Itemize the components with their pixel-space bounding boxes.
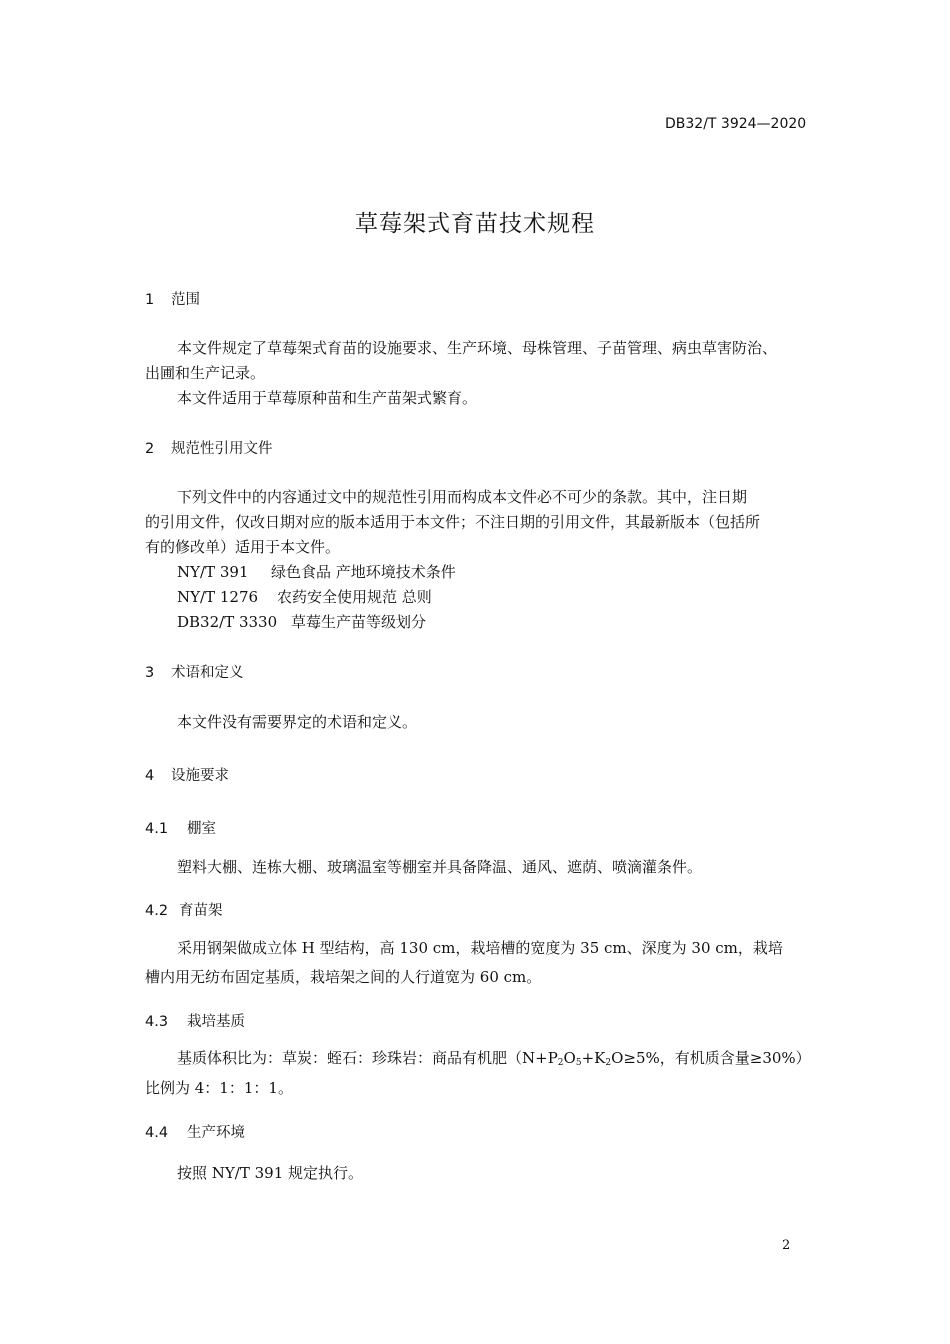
subsection-4-4-heading <box>145 1121 245 1142</box>
reference-title: 草莓生产苗等级划分 <box>291 613 427 631</box>
reference-title: 农药安全使用规范 总则 <box>277 588 432 606</box>
paragraph-line: 有的修改单）适用于本文件。 <box>145 538 341 556</box>
reference-item <box>177 611 426 632</box>
paragraph-line: 槽内用无纺布固定基质，栽培架之间的人行道宽为 60 cm。 <box>145 968 542 986</box>
section-number: 4 <box>145 768 155 784</box>
text-segment: +K <box>581 1049 606 1067</box>
section-4-heading <box>145 764 229 785</box>
paragraph-line: 本文件没有需要界定的术语和定义。 <box>177 713 418 731</box>
text-segment: O≥5%，有机质含量≥30%） <box>611 1049 811 1067</box>
reference-code: DB32/T 3330 <box>177 613 278 631</box>
document-title: 草莓架式育苗技术规程 <box>355 211 595 237</box>
paragraph-line <box>177 1047 811 1068</box>
section-title: 设施要求 <box>171 768 229 784</box>
text-segment: 基质体积比为：草炭：蛭石：珍珠岩：商品有机肥（N+P <box>177 1049 558 1067</box>
subscript: 2 <box>557 1058 564 1068</box>
subsection-number: 4.1 <box>145 821 169 837</box>
reference-item <box>177 586 432 607</box>
subscript: 5 <box>575 1058 582 1068</box>
subsection-4-2-heading <box>145 899 223 920</box>
text-segment: O <box>563 1049 576 1067</box>
reference-title: 绿色食品 产地环境技术条件 <box>271 563 456 581</box>
subscript: 2 <box>605 1058 612 1068</box>
subsection-4-1-heading <box>145 817 216 838</box>
paragraph-line: 本文件规定了草莓架式育苗的设施要求、生产环境、母株管理、子苗管理、病虫草害防治、 <box>177 339 778 357</box>
reference-code: NY/T 391 <box>177 563 249 581</box>
section-title: 范围 <box>171 292 200 308</box>
paragraph-line: 按照 NY/T 391 规定执行。 <box>177 1164 364 1182</box>
section-title: 术语和定义 <box>171 665 244 681</box>
subsection-number: 4.4 <box>145 1125 169 1141</box>
reference-code: NY/T 1276 <box>177 588 259 606</box>
section-number: 1 <box>145 292 155 308</box>
section-title: 规范性引用文件 <box>171 441 273 457</box>
subsection-number: 4.3 <box>145 1014 169 1030</box>
paragraph-line: 下列文件中的内容通过文中的规范性引用而构成本文件必不可少的条款。其中，注日期 <box>177 488 748 506</box>
paragraph-line: 出圃和生产记录。 <box>145 364 266 382</box>
paragraph-line: 的引用文件，仅改日期对应的版本适用于本文件；不注日期的引用文件，其最新版本（包括所 <box>145 513 761 531</box>
paragraph-line: 塑料大棚、连栋大棚、玻璃温室等棚室并具备降温、通风、遮荫、喷滴灌条件。 <box>177 858 703 876</box>
reference-item <box>177 561 456 582</box>
section-3-heading <box>145 661 244 682</box>
subsection-title: 栽培基质 <box>187 1014 245 1030</box>
section-2-heading <box>145 437 273 458</box>
paragraph-line: 比例为 4：1：1：1。 <box>145 1079 293 1097</box>
subsection-title: 生产环境 <box>187 1125 245 1141</box>
subsection-title: 棚室 <box>187 821 216 837</box>
standard-number: DB32/T 3924—2020 <box>665 116 807 132</box>
section-number: 3 <box>145 665 155 681</box>
paragraph-line: 本文件适用于草莓原种苗和生产苗架式繁育。 <box>177 389 478 407</box>
subsection-number: 4.2 <box>145 903 169 919</box>
section-1-heading <box>145 288 200 309</box>
subsection-title: 育苗架 <box>179 903 223 919</box>
page-number: 2 <box>782 1238 791 1253</box>
paragraph-line: 采用钢架做成立体 H 型结构，高 130 cm，栽培槽的宽度为 35 cm、深度为 30 cm，栽培 <box>177 939 783 957</box>
section-number: 2 <box>145 441 155 457</box>
subsection-4-3-heading <box>145 1010 245 1031</box>
